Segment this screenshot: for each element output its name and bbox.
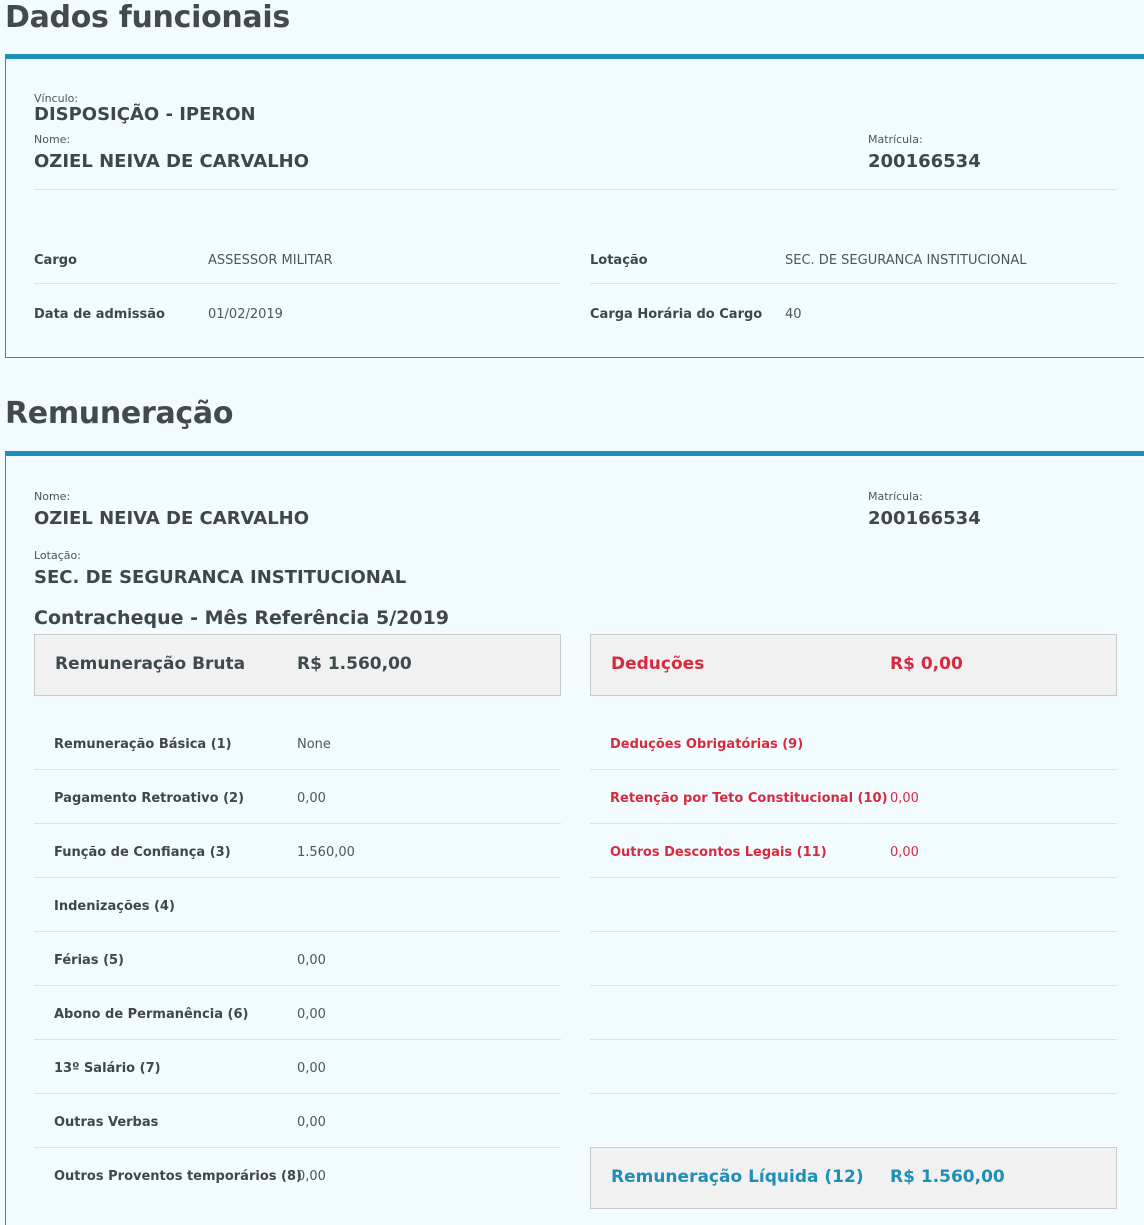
- divider: [590, 931, 1117, 932]
- list-item-value: 0,00: [297, 1115, 326, 1130]
- list-item-label: Retenção por Teto Constitucional (10): [610, 791, 888, 806]
- lotacao-label: Lotação: [590, 253, 648, 268]
- remuneracao-liquida-value: R$ 1.560,00: [890, 1167, 1005, 1187]
- admissao-label: Data de admissão: [34, 307, 165, 322]
- divider: [34, 283, 561, 284]
- divider: [34, 985, 561, 986]
- divider: [34, 189, 1117, 190]
- lotacao-value: SEC. DE SEGURANCA INSTITUCIONAL: [34, 567, 407, 588]
- list-item-label: Remuneração Básica (1): [54, 737, 232, 752]
- lotacao-label: Lotação:: [34, 549, 81, 562]
- list-item-value: 0,00: [890, 791, 919, 806]
- carga-horaria-label: Carga Horária do Cargo: [590, 307, 763, 322]
- remuneracao-title: Remuneração: [5, 396, 234, 431]
- cargo-value: ASSESSOR MILITAR: [208, 253, 333, 268]
- nome-value: OZIEL NEIVA DE CARVALHO: [34, 151, 310, 172]
- deducoes-label: Deduções: [611, 654, 705, 674]
- nome-label: Nome:: [34, 133, 71, 146]
- list-item-value: 0,00: [297, 791, 326, 806]
- list-item-value: 0,00: [297, 1061, 326, 1076]
- remuneracao-liquida-label: Remuneração Líquida (12): [611, 1167, 864, 1187]
- nome-value: OZIEL NEIVA DE CARVALHO: [34, 508, 310, 529]
- divider: [590, 283, 1117, 284]
- matricula-label: Matrícula:: [868, 133, 923, 146]
- matricula-value: 200166534: [868, 508, 981, 529]
- matricula-label: Matrícula:: [868, 490, 923, 503]
- contracheque-heading: Contracheque - Mês Referência 5/2019: [34, 607, 450, 629]
- list-item-label: Abono de Permanência (6): [54, 1007, 249, 1022]
- divider: [590, 823, 1117, 824]
- deducoes-box: [590, 634, 1117, 696]
- divider: [34, 823, 561, 824]
- remuneracao-liquida-box: [590, 1147, 1117, 1209]
- remuneracao-bruta-label: Remuneração Bruta: [55, 654, 246, 674]
- remuneracao-bruta-box: [34, 634, 561, 696]
- divider: [590, 877, 1117, 878]
- divider: [34, 877, 561, 878]
- remuneracao-bruta-value: R$ 1.560,00: [297, 654, 412, 674]
- list-item-label: Pagamento Retroativo (2): [54, 791, 245, 806]
- divider: [590, 1093, 1117, 1094]
- list-item-label: Outros Proventos temporários (8): [54, 1169, 302, 1184]
- divider: [590, 985, 1117, 986]
- dados-funcionais-title: Dados funcionais: [5, 0, 290, 35]
- nome-label: Nome:: [34, 490, 71, 503]
- list-item-label: Outras Verbas: [54, 1115, 159, 1130]
- list-item-value: None: [297, 737, 331, 752]
- vinculo-label: Vínculo:: [34, 92, 79, 105]
- matricula-value: 200166534: [868, 151, 981, 172]
- list-item-label: Outros Descontos Legais (11): [610, 845, 827, 860]
- divider: [34, 931, 561, 932]
- divider: [34, 1147, 561, 1148]
- lotacao-value: SEC. DE SEGURANCA INSTITUCIONAL: [785, 253, 1027, 268]
- vinculo-value: DISPOSIÇÃO - IPERON: [34, 104, 256, 125]
- list-item-label: Indenizações (4): [54, 899, 175, 914]
- dados-funcionais-panel: [5, 54, 1144, 358]
- list-item-label: Férias (5): [54, 953, 125, 968]
- divider: [590, 1039, 1117, 1040]
- admissao-value: 01/02/2019: [208, 307, 283, 322]
- divider: [34, 1093, 561, 1094]
- list-item-value: 0,00: [297, 1007, 326, 1022]
- divider: [34, 769, 561, 770]
- list-item-value: 0,00: [297, 1169, 326, 1184]
- carga-horaria-value: 40: [785, 307, 802, 322]
- list-item-value: 0,00: [890, 845, 919, 860]
- list-item-value: 1.560,00: [297, 845, 355, 860]
- list-item-value: 0,00: [297, 953, 326, 968]
- divider: [34, 1039, 561, 1040]
- list-item-label: Deduções Obrigatórias (9): [610, 737, 804, 752]
- remuneracao-panel: [5, 451, 1144, 1225]
- cargo-label: Cargo: [34, 253, 77, 268]
- divider: [590, 769, 1117, 770]
- list-item-label: Função de Confiança (3): [54, 845, 231, 860]
- list-item-label: 13º Salário (7): [54, 1061, 161, 1076]
- deducoes-value: R$ 0,00: [890, 654, 963, 674]
